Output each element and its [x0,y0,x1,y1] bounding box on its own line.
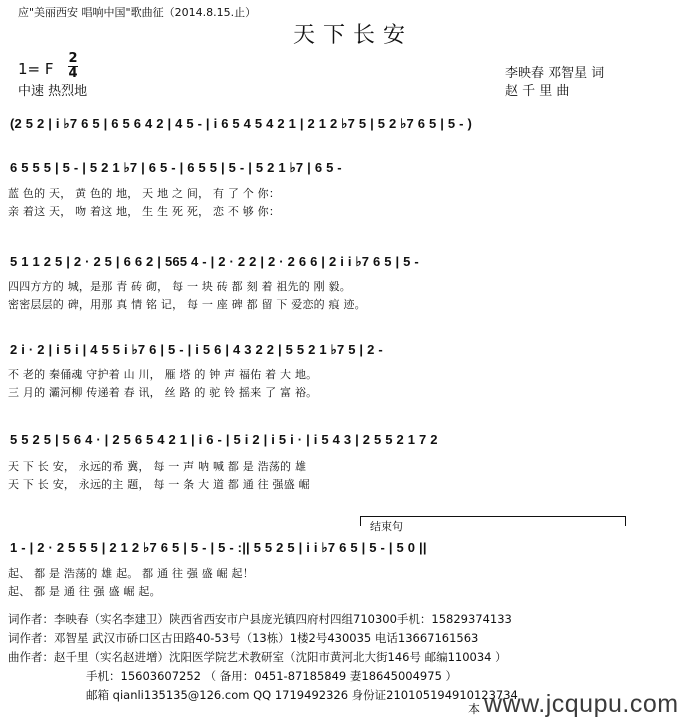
score-line-5: 5 5 2 5 | 5 6 4 · | 2 5 6 5 4 2 1 | i 6 - | 5 i 2 | i 5 i · | i 5 4 3 | 2 5 5 2 1 7 2 [10,432,438,447]
lyrics-v1-line-1: 蓝 色的 天， 黄 色的 地， 天 地 之 间， 有 了 个 你： [8,187,281,200]
time-signature-top: 2 [68,51,78,66]
score-line-1: (2 5 2 | i ♭7 6 5 | 6 5 6 4 2 | 4 5 - | i 6 5 4 5 4 2 1 | 2 1 2 ♭7 5 | 5 2 ♭7 6 5 | 5 - ) [10,116,473,131]
lyrics-v1-line-5: 起、 都 是 浩荡的 雄 起。 都 通 往 强 盛 崛 起！ [8,567,254,580]
lyrics-v2-line-2: 密密层层的 碑，用那 真 情 铭 记， 每 一 座 碑 都 留 下 爱恋的 痕 迹。 [8,298,366,311]
footer-email: 邮箱 qianli135135@126.com QQ 1719492326 身份证210105194910123734 [86,688,518,702]
lyrics-v2-line-1: 亲 着这 天， 吻 着这 地， 生 生 死 死， 恋 不 够 你： [8,205,281,218]
time-signature [68,53,78,80]
lyrics-v1-line-3: 不 老的 秦俑魂 守护着 山 川， 雁 塔 的 钟 声 福佑 着 大 地。 [8,368,318,381]
ending-bracket-right [625,516,626,526]
tempo-marking: 中速 热烈地 [18,84,88,99]
composer-credit: 赵 千 里 曲 [505,84,570,99]
ending-label: 结束句 [370,520,403,533]
song-title: 天下长安 [293,23,414,48]
site-watermark: www.jcqupu.com [484,690,679,718]
key-signature: 1= F [18,60,54,78]
score-line-4: 2 i · 2 | i 5 i | 4 5 5 i ♭7 6 | 5 - | i 5 6 | 4 3 2 2 | 5 5 2 1 ♭7 5 | 2 - [10,342,383,357]
footer-composer: 曲作者：赵千里（实名赵进增）沈阳医学院艺术教研室（沈阳市黄河北大街146号 邮编110034 ） [8,650,507,664]
ending-bracket [360,516,625,517]
ending-bracket-left [360,516,361,526]
footer-lyricist-2: 词作者：邓智星 武汉市硚口区古田路40-53号（13栋）1楼2号430035 电话13667161563 [8,631,479,645]
time-signature-bottom: 4 [68,66,78,81]
score-line-6: 1 - | 2 · 2 5 5 5 | 2 1 2 ♭7 6 5 | 5 - | 5 - :|| 5 5 2 5 | i i ♭7 6 5 | 5 - | 5 0 || [10,540,427,555]
contest-note: 应"美丽西安 唱响中国"歌曲征（2014.8.15.止） [18,6,257,19]
watermark-prefix: 本 [468,702,481,716]
score-line-2: 6 5 5 5 | 5 - | 5 2 1 ♭7 | 6 5 - | 6 5 5 | 5 - | 5 2 1 ♭7 | 6 5 - [10,160,342,175]
lyricists-credit: 李映春 邓智星 词 [505,66,605,81]
lyrics-v2-line-5: 起、 都 是 通 往 强 盛 崛 起。 [8,585,161,598]
footer-lyricist-1: 词作者：李映春（实名李建卫）陕西省西安市户县庞光镇四府村四组710300手机：15829374133 [8,612,512,626]
lyrics-v1-line-2: 四四方方的 城，是那 青 砖 砌， 每 一 块 砖 都 刻 着 祖先的 刚 毅。 [8,280,351,293]
lyrics-v1-line-4: 天 下 长 安， 永远的希 冀， 每 一 声 呐 喊 都 是 浩荡的 雄 [8,460,307,473]
footer-phone: 手机：15603607252 （ 备用：0451-87185849 妻18645004975 ） [86,669,458,683]
lyrics-v2-line-4: 天 下 长 安， 永远的主 题， 每 一 条 大 道 都 通 往 强盛 崛 [8,478,310,491]
lyrics-v2-line-3: 三 月的 灞河柳 传递着 春 讯， 丝 路 的 驼 铃 摇来 了 富 裕。 [8,386,318,399]
score-line-3: 5 1 1 2 5 | 2 · 2 5 | 6 6 2 | 565 4 - | 2 · 2 2 | 2 · 2 6 6 | 2 i i ♭7 6 5 | 5 - [10,254,419,269]
